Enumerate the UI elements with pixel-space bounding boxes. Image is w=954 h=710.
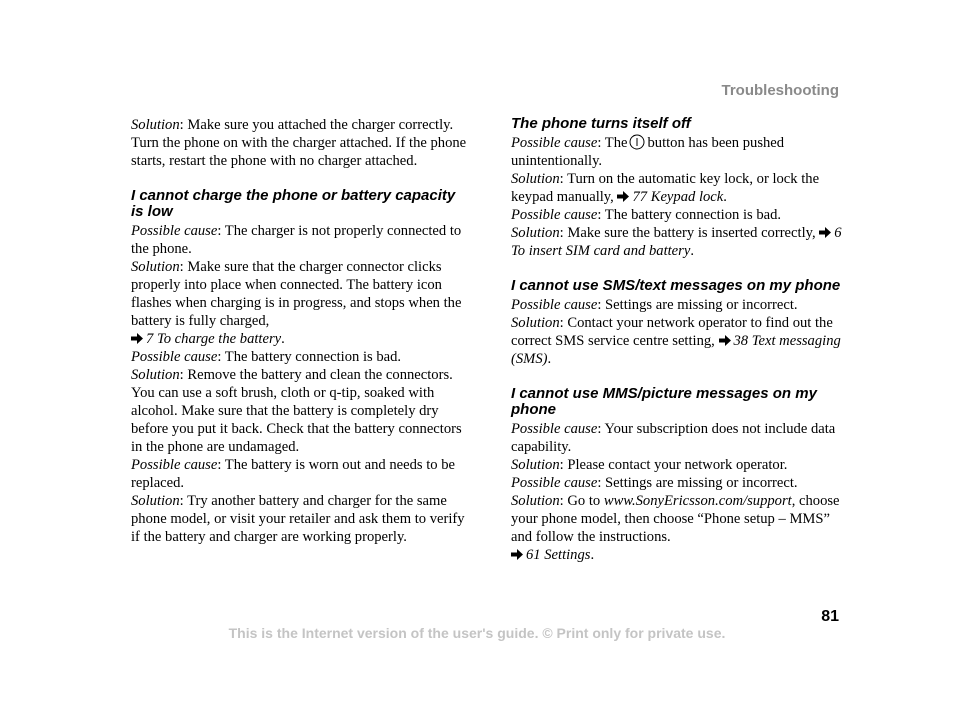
mms-cause-1: Possible cause: Your subscription does not include data capability. (511, 421, 836, 455)
section-title: Troubleshooting (721, 82, 839, 99)
footer-notice: This is the Internet version of the user's guide. © Print only for private use. (228, 625, 726, 641)
arrow-right-icon (819, 227, 831, 238)
sms-solution: Solution: Contact your network operator to find out the correct SMS service centre setting, 38 Text messaging (SMS). (511, 315, 841, 367)
intro-solution: Solution: Make sure you attached the charger correctly. Turn the phone on with the charger attached. If the phone starts, restart the phone with no charger attached. (131, 117, 467, 169)
mms-solution-1: Solution: Please contact your network operator. (511, 457, 788, 473)
mms-solution-2: Solution: Go to www.SonyEricsson.com/support, choose your phone model, then choose “Phone setup – MMS” and follow the instructions. 61 Settings. (511, 493, 840, 563)
arrow-right-icon (511, 549, 523, 560)
reference-link[interactable]: 77 Keypad lock (632, 189, 724, 205)
turnsoff-solution-2: Solution: Make sure the battery is inserted correctly, 6 To insert SIM card and battery. (511, 225, 842, 259)
charge-solution-2: Solution: Remove the battery and clean the connectors. You can use a soft brush, cloth or q-tip, soaked with alcohol. Make sure that the battery is completely dry before you put it back. Check that the battery connectors in the phone are undamaged. (131, 367, 462, 455)
heading-turns-off: The phone turns itself off (511, 115, 691, 132)
sms-cause: Possible cause: Settings are missing or incorrect. (511, 297, 798, 313)
support-url[interactable]: www.SonyEricsson.com/support (603, 493, 792, 509)
turnsoff-cause-1: Possible cause: The button has been pushed unintentionally. (511, 135, 785, 169)
reference-link[interactable]: 61 Settings (526, 547, 591, 563)
charge-cause-1: Possible cause: The charger is not properly connected to the phone. (131, 223, 462, 257)
heading-mms: I cannot use MMS/picture messages on my phone (511, 385, 817, 418)
power-key-icon (629, 134, 645, 150)
arrow-right-icon (719, 335, 731, 346)
heading-cannot-charge: I cannot charge the phone or battery capacity is low (131, 187, 456, 220)
right-column (511, 116, 846, 564)
charge-cause-2: Possible cause: The battery connection is bad. (131, 349, 402, 365)
reference-link[interactable]: 38 Text messaging (SMS) (511, 333, 841, 367)
charge-solution-3: Solution: Try another battery and charger for the same phone model, or visit your retailer and ask them to verify if the battery and charger are working properly. (131, 493, 465, 545)
reference-link[interactable]: 7 To charge the battery (146, 331, 282, 347)
page-number: 81 (821, 608, 839, 625)
turnsoff-cause-2: Possible cause: The battery connection is bad. (511, 207, 782, 223)
charge-solution-1: Solution: Make sure that the charger connector clicks properly into place when connected. The battery icon flashes when charging is in progress, and stops when the battery is fully charged, 7 To charge the battery. (131, 259, 462, 347)
left-column (131, 116, 471, 546)
arrow-right-icon (617, 191, 629, 202)
charge-cause-3: Possible cause: The battery is worn out and needs to be replaced. (131, 457, 455, 491)
turnsoff-solution-1: Solution: Turn on the automatic key lock, or lock the keypad manually, 77 Keypad lock. (511, 171, 820, 205)
reference-link[interactable]: 6 To insert SIM card and battery (511, 225, 842, 259)
arrow-right-icon (131, 333, 143, 344)
mms-cause-2: Possible cause: Settings are missing or incorrect. (511, 475, 798, 491)
heading-sms: I cannot use SMS/text messages on my phone (511, 277, 841, 294)
